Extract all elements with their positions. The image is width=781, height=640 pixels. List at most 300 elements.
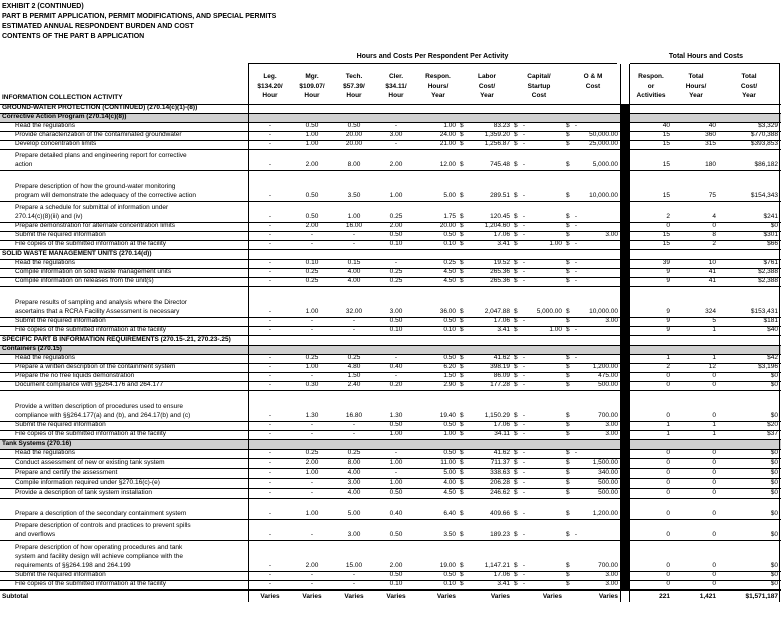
cell-om: 3.00: [605, 421, 618, 428]
cell-cap: -: [522, 449, 526, 456]
cell-om: 10,000.00: [589, 192, 618, 199]
cell-th: 2: [712, 240, 716, 247]
dollar-sign: $: [566, 510, 570, 517]
activity-cell: Compile information required under §270.16(c)-(e): [15, 479, 160, 486]
cell-om: 500.00: [598, 489, 618, 496]
cell-leg: -: [268, 372, 272, 379]
dollar-sign: $: [514, 317, 518, 324]
table-row: [0, 287, 781, 318]
cell-tc: $0: [770, 489, 778, 496]
cell-leg: -: [268, 580, 272, 587]
cell-resp: Varies: [436, 593, 456, 600]
cell-tr: 0: [666, 510, 670, 517]
dollar-sign: $: [514, 372, 518, 379]
cell-leg: -: [268, 510, 272, 517]
cell-resp: 0.50: [443, 354, 456, 361]
cell-leg: -: [268, 231, 272, 238]
activity-cell: Document compliance with §§264.176 and 264.177: [15, 381, 164, 388]
cell-cler: 0.10: [389, 240, 403, 247]
cell-th: 0: [712, 571, 716, 578]
cell-leg: -: [268, 259, 272, 266]
cell-th: 1: [712, 326, 716, 333]
cell-cap: -: [522, 222, 526, 229]
cell-tc: $393,853: [750, 140, 778, 147]
activity-cell: Develop concentration limits: [15, 140, 97, 147]
dollar-sign: $: [566, 412, 570, 419]
cell-tech: 3.00: [347, 479, 361, 486]
table-row: [0, 499, 781, 520]
cell-tc: $0: [770, 510, 778, 517]
header-divider-right: [779, 64, 780, 104]
cell-tc: $66: [767, 240, 778, 247]
cell-mgr: -: [310, 326, 314, 333]
col-respon: Respon. Hours/ Year: [425, 73, 451, 99]
cell-cap: -: [522, 412, 526, 419]
cell-th: 41: [708, 268, 716, 275]
cell-th: 1: [712, 354, 716, 361]
cell-labor: 189.23: [490, 531, 510, 538]
cell-leg: -: [268, 381, 272, 388]
cell-om: 10,000.00: [589, 308, 618, 315]
cell-cler: 0.10: [389, 580, 403, 587]
dollar-sign: $: [566, 449, 570, 456]
dollar-sign: $: [566, 317, 570, 324]
activity-cell: Compile information on solid waste management units: [15, 268, 172, 275]
dollar-sign: $: [514, 326, 518, 333]
cell-resp: 0.10: [443, 240, 456, 247]
cell-cap: -: [522, 354, 526, 361]
dollar-sign: $: [566, 459, 570, 466]
cell-mgr: -: [310, 317, 314, 324]
cell-labor: 1,147.21: [484, 562, 510, 569]
cell-mgr: 1.00: [305, 308, 319, 315]
cell-leg: -: [268, 161, 272, 168]
cell-tr: 9: [666, 277, 670, 284]
cell-cler: -: [394, 259, 398, 266]
cell-tc: $0: [770, 571, 778, 578]
cell-om: Varies: [598, 593, 618, 600]
dollar-sign: $: [566, 381, 570, 388]
dollar-sign: $: [566, 531, 570, 538]
column-separator-bar: [620, 105, 629, 590]
cell-th: 0: [712, 412, 716, 419]
cell-tc: $42: [767, 354, 778, 361]
activity-cell: Submit the required information: [15, 317, 106, 324]
cell-leg: -: [268, 122, 272, 129]
cell-cler: 2.00: [389, 161, 403, 168]
cell-cler: 1.00: [389, 192, 403, 199]
cell-tr: 0: [666, 381, 670, 388]
cell-tech: Varies: [344, 593, 364, 600]
dollar-sign: $: [566, 489, 570, 496]
cell-labor: 17.06: [493, 421, 510, 428]
cell-cap: -: [522, 161, 526, 168]
cell-labor: 19.52: [493, 259, 510, 266]
cell-leg: -: [268, 131, 272, 138]
cell-leg: -: [268, 354, 272, 361]
cell-mgr: -: [310, 240, 314, 247]
cell-leg: -: [268, 326, 272, 333]
cell-tech: 1.00: [347, 213, 361, 220]
cell-mgr: -: [310, 489, 314, 496]
cell-cap: -: [522, 531, 526, 538]
cell-tr: 1: [666, 421, 670, 428]
cell-tech: 0.15: [347, 259, 361, 266]
col-leg: Leg. $134.20/ Hour: [257, 73, 283, 99]
dollar-sign: $: [566, 268, 570, 275]
dollar-sign: $: [460, 122, 464, 129]
dollar-sign: $: [460, 354, 464, 361]
dollar-sign: $: [460, 222, 464, 229]
activity-cell: Read the regulations: [15, 354, 75, 361]
dollar-sign: $: [460, 479, 464, 486]
dollar-sign: $: [460, 381, 464, 388]
cell-tc: $241: [763, 213, 778, 220]
cell-th: 10: [708, 259, 716, 266]
cell-cler: -: [394, 354, 398, 361]
col-total-cost: Total Cost/ Year: [740, 73, 758, 99]
dollar-sign: $: [460, 277, 464, 284]
cell-labor: 398.19: [490, 363, 510, 370]
cell-om: 500.00: [598, 479, 618, 486]
cell-mgr: 0.50: [305, 122, 319, 129]
cell-mgr: 1.00: [305, 363, 319, 370]
dollar-sign: $: [566, 372, 570, 379]
cell-om: 50,000.00: [589, 131, 618, 138]
cell-tc: $0: [770, 449, 778, 456]
dollar-sign: $: [566, 192, 570, 199]
cell-cap: -: [522, 363, 526, 370]
dollar-sign: $: [514, 449, 518, 456]
cell-tr: 0: [666, 459, 670, 466]
cell-tr: 9: [666, 268, 670, 275]
cell-cap: -: [522, 479, 526, 486]
cell-labor: 17.06: [493, 317, 510, 324]
cell-tr: 0: [666, 479, 670, 486]
cell-cler: 0.50: [389, 231, 403, 238]
cell-om: 340.00: [598, 469, 618, 476]
cell-tech: -: [352, 326, 356, 333]
dollar-sign: $: [514, 268, 518, 275]
cell-labor: 3.41: [497, 580, 510, 587]
dollar-sign: $: [514, 430, 518, 437]
cell-om: -: [574, 222, 578, 229]
cell-cap: -: [522, 259, 526, 266]
cell-cler: 0.40: [389, 363, 403, 370]
activity-cell: Submit the required information: [15, 571, 106, 578]
cell-cap: -: [522, 213, 526, 220]
dollar-sign: $: [566, 562, 570, 569]
cell-cler: 2.00: [389, 562, 403, 569]
cell-tech: 32.00: [345, 308, 363, 315]
dollar-sign: $: [460, 459, 464, 466]
cell-tr: 9: [666, 317, 670, 324]
cell-mgr: -: [310, 421, 314, 428]
cell-resp: 11.00: [440, 459, 456, 466]
cell-tech: -: [352, 240, 356, 247]
cell-tech: 1.50: [347, 372, 361, 379]
cell-cler: -: [394, 469, 398, 476]
cell-cap: -: [522, 140, 526, 147]
cell-om: 475.00: [598, 372, 618, 379]
cell-tech: 3.00: [347, 531, 361, 538]
dollar-sign: $: [460, 489, 464, 496]
dollar-sign: $: [514, 562, 518, 569]
cell-tc: $770,388: [750, 131, 778, 138]
cell-om: 700.00: [598, 562, 618, 569]
activity-cell: Prepare description of how the ground-water monitoring program will demonstrate the adequacy of the corrective action: [15, 183, 197, 199]
cell-labor: 41.62: [493, 354, 510, 361]
cell-cap: 1.00: [549, 240, 562, 247]
cell-leg: -: [268, 192, 272, 199]
dollar-sign: $: [566, 277, 570, 284]
cell-tc: $0: [770, 222, 778, 229]
table-row: [0, 581, 781, 590]
cell-th: 0: [712, 479, 716, 486]
cell-cler: -: [394, 122, 398, 129]
cell-resp: 1.00: [443, 122, 456, 129]
dollar-sign: $: [514, 469, 518, 476]
cell-cler: -: [394, 372, 398, 379]
cell-tr: 15: [662, 131, 670, 138]
cell-om: 3.00: [605, 571, 618, 578]
cell-resp: 0.50: [443, 317, 456, 324]
cell-tr: 2: [666, 213, 670, 220]
cell-cler: 0.50: [389, 531, 403, 538]
cell-labor: 83.23: [493, 122, 510, 129]
cell-resp: 1.75: [443, 213, 456, 220]
activity-cell: SPECIFIC PART B INFORMATION REQUIREMENTS (270.15-.21, 270.23-.25): [2, 336, 231, 343]
dollar-sign: $: [514, 459, 518, 466]
cell-leg: -: [268, 430, 272, 437]
cell-tr: 0: [666, 449, 670, 456]
dollar-sign: $: [566, 469, 570, 476]
cell-resp: 0.50: [443, 571, 456, 578]
activity-cell: Prepare demonstration for alternate concentration limits: [15, 222, 176, 229]
dollar-sign: $: [460, 140, 464, 147]
dollar-sign: $: [460, 240, 464, 247]
body-divider-0: [248, 105, 249, 602]
cell-th: 0: [712, 562, 716, 569]
cell-th: 8: [712, 231, 716, 238]
cell-mgr: -: [310, 479, 314, 486]
cell-resp: 2.90: [443, 381, 456, 388]
cell-om: 1,200.00: [592, 510, 618, 517]
cell-labor: 1,359.20: [484, 131, 510, 138]
cell-cap: -: [522, 231, 526, 238]
cell-labor: 3.41: [497, 240, 510, 247]
cell-om: 3.00: [605, 317, 618, 324]
dollar-sign: $: [460, 317, 464, 324]
cell-mgr: 0.25: [305, 277, 319, 284]
cell-cap: -: [522, 277, 526, 284]
dollar-sign: $: [566, 140, 570, 147]
cell-resp: 0.50: [443, 231, 456, 238]
cell-labor: Varies: [490, 593, 510, 600]
exhibit-title: EXHIBIT 2 (CONTINUED): [2, 3, 84, 10]
activity-cell: Prepare a description of the secondary containment system: [15, 510, 187, 517]
cell-resp: 5.00: [443, 469, 456, 476]
cell-th: 0: [712, 449, 716, 456]
cell-cap: -: [522, 459, 526, 466]
cell-cap: -: [522, 317, 526, 324]
col-om: O & M Cost: [583, 73, 603, 90]
cell-leg: -: [268, 449, 272, 456]
dollar-sign: $: [460, 562, 464, 569]
cell-labor: 1,204.60: [484, 222, 510, 229]
activity-cell: Read the regulations: [15, 259, 75, 266]
cell-tc: $37: [767, 430, 778, 437]
dollar-sign: $: [566, 231, 570, 238]
cell-tech: 15.00: [345, 562, 363, 569]
dollar-sign: $: [460, 259, 464, 266]
cell-th: 360: [705, 131, 716, 138]
cell-om: -: [574, 259, 578, 266]
cell-leg: -: [268, 317, 272, 324]
dollar-sign: $: [514, 571, 518, 578]
cell-labor: 289.51: [490, 192, 510, 199]
cell-resp: 12.00: [439, 161, 456, 168]
activity-cell: Submit the required information: [15, 421, 106, 428]
cell-tc: $2,388: [758, 268, 778, 275]
cell-cler: 1.00: [389, 479, 403, 486]
dollar-sign: $: [566, 580, 570, 587]
cell-mgr: 0.50: [305, 213, 319, 220]
cell-resp: 0.10: [443, 580, 456, 587]
cell-om: -: [574, 449, 578, 456]
table-row: [0, 171, 781, 202]
cell-cler: 0.50: [389, 571, 403, 578]
dollar-sign: $: [460, 412, 464, 419]
cell-tech: -: [352, 421, 356, 428]
cell-mgr: 0.30: [305, 381, 319, 388]
cell-tr: 0: [666, 412, 670, 419]
cell-resp: 0.10: [443, 326, 456, 333]
cell-labor: 1,256.87: [484, 140, 510, 147]
cell-tr: 9: [666, 308, 670, 315]
cell-mgr: -: [310, 430, 314, 437]
cell-resp: 4.00: [443, 479, 456, 486]
cell-om: 3.00: [605, 430, 618, 437]
cell-resp: 36.00: [439, 308, 456, 315]
body-divider-3: [779, 105, 780, 602]
exhibit-subtitle-2: ESTIMATED ANNUAL RESPONDENT BURDEN AND COST: [2, 23, 194, 30]
cell-om: -: [574, 122, 578, 129]
cell-th: 0: [712, 381, 716, 388]
table-row: [0, 391, 781, 422]
cell-leg: -: [268, 277, 272, 284]
cell-om: 1,200.00: [592, 363, 618, 370]
dollar-sign: $: [514, 308, 518, 315]
cell-labor: 745.48: [490, 161, 510, 168]
dollar-sign: $: [566, 479, 570, 486]
cell-cler: 0.10: [389, 326, 403, 333]
cell-cler: 2.00: [389, 222, 403, 229]
cell-labor: 711.37: [490, 459, 510, 466]
cell-resp: 5.00: [443, 192, 456, 199]
table-row: [0, 202, 781, 223]
cell-tc: $0: [770, 479, 778, 486]
cell-tech: -: [352, 580, 356, 587]
dollar-sign: $: [566, 421, 570, 428]
table-row: [0, 382, 781, 391]
cell-labor: 86.09: [493, 372, 510, 379]
group-header-total: Total Hours and Costs: [668, 53, 744, 60]
cell-om: 700.00: [598, 412, 618, 419]
cell-tech: 0.25: [347, 354, 361, 361]
header-divider-left: [248, 64, 249, 104]
cell-labor: 120.45: [490, 213, 510, 220]
cell-th: 5: [712, 317, 716, 324]
cell-tr: 2: [666, 363, 670, 370]
cell-mgr: 1.00: [305, 140, 319, 147]
table-row: [0, 489, 781, 499]
dollar-sign: $: [460, 449, 464, 456]
cell-tr: 0: [666, 562, 670, 569]
cell-labor: 409.66: [490, 510, 510, 517]
cell-cap: -: [522, 268, 526, 275]
cell-tr: 0: [666, 580, 670, 587]
cell-labor: 17.06: [493, 231, 510, 238]
dollar-sign: $: [514, 259, 518, 266]
cell-mgr: 2.00: [305, 562, 319, 569]
cell-cap: 1.00: [549, 326, 562, 333]
activity-cell: Read the regulations: [15, 122, 75, 129]
cell-labor: 177.28: [490, 381, 510, 388]
cell-cler: 3.00: [389, 131, 403, 138]
cell-th: 324: [705, 308, 716, 315]
cell-cler: -: [394, 449, 398, 456]
header-divider-mid2: [629, 64, 630, 104]
cell-th: 0: [712, 489, 716, 496]
cell-resp: 1.00: [443, 430, 456, 437]
group-underline-total: [630, 63, 780, 64]
dollar-sign: $: [566, 131, 570, 138]
col-capital: Capital/ Startup Cost: [527, 73, 551, 99]
dollar-sign: $: [460, 510, 464, 517]
cell-tech: -: [352, 430, 356, 437]
cell-tr: 15: [662, 192, 670, 199]
cell-tc: $0: [770, 580, 778, 587]
cell-tech: 3.50: [347, 192, 361, 199]
cell-cler: 1.00: [389, 459, 403, 466]
table-row: [0, 541, 781, 572]
cell-mgr: 1.00: [305, 131, 319, 138]
cell-cap: -: [522, 571, 526, 578]
dollar-sign: $: [460, 131, 464, 138]
cell-leg: -: [268, 412, 272, 419]
dollar-sign: $: [514, 363, 518, 370]
cell-tc: $0: [770, 412, 778, 419]
cell-om: -: [574, 354, 578, 361]
cell-tech: -: [352, 231, 356, 238]
activity-cell: Prepare description of controls and practices to prevent spills and overflows: [15, 522, 191, 538]
cell-cap: -: [522, 430, 526, 437]
cell-tr: 39: [662, 259, 670, 266]
cell-th: 0: [712, 469, 716, 476]
cell-leg: -: [268, 421, 272, 428]
cell-resp: 0.50: [443, 449, 456, 456]
col-tech: Tech. $57.39/ Hour: [343, 73, 365, 99]
cell-tc: $86,182: [754, 161, 778, 168]
cell-leg: -: [268, 469, 272, 476]
cell-om: -: [574, 213, 578, 220]
cell-th: 12: [708, 363, 716, 370]
dollar-sign: $: [566, 122, 570, 129]
dollar-sign: $: [514, 213, 518, 220]
cell-om: 3.00: [605, 580, 618, 587]
dollar-sign: $: [460, 308, 464, 315]
